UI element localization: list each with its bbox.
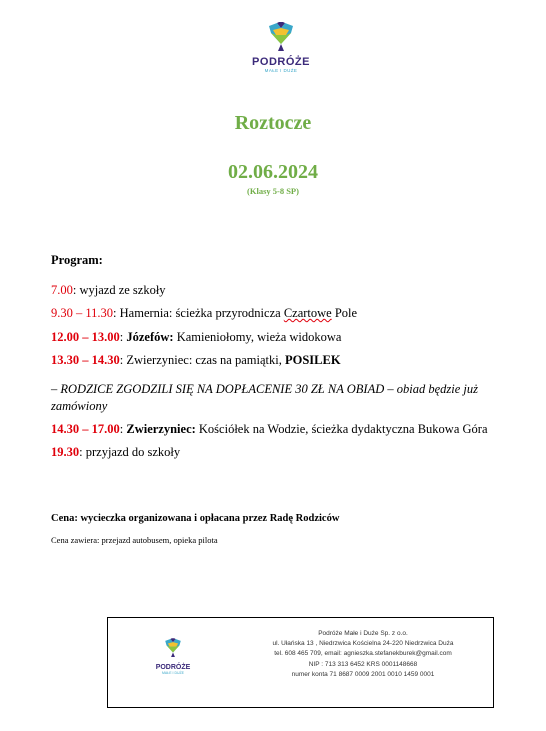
logo-heart-icon xyxy=(264,20,298,54)
price-includes: Cena zawiera: przejazd autobusem, opieka pilota xyxy=(51,535,218,545)
price-info: Cena: wycieczka organizowana i opłacana przez Radę Rodziców xyxy=(51,513,340,524)
company-bank-account: numer konta 71 8687 0009 2001 0010 1459 0001 xyxy=(291,670,435,678)
program-place: Józefów: xyxy=(126,330,174,344)
separator: : xyxy=(79,445,86,459)
program-text: Hamernia: ścieżka przyrodnicza xyxy=(119,306,284,320)
program-item xyxy=(51,306,357,321)
program-item xyxy=(51,330,341,345)
program-item xyxy=(51,422,488,437)
program-time: 19.30 xyxy=(51,445,80,459)
target-classes: (Klasy 5-8 SP) xyxy=(247,186,299,196)
program-item xyxy=(51,353,341,368)
company-registration: NIP : 713 313 6452 KRS 0001148668 xyxy=(308,660,418,668)
company-footer xyxy=(107,617,494,708)
page-title: Roztocze xyxy=(234,112,312,134)
program-text: Kościółek na Wodzie, ścieżka dydaktyczna Bukowa Góra xyxy=(195,422,488,436)
logo-tagline: MAŁE I DUŻE xyxy=(264,68,298,73)
program-text: wyjazd ze szkoły xyxy=(79,283,166,297)
program-place: Zwierzyniec: xyxy=(126,422,196,436)
company-address: ul. Ułańska 13 , Niedrzwica Kościelna 24-220 Niedrzwica Duża xyxy=(272,640,454,648)
program-time: 12.00 – 13.00 xyxy=(51,330,120,344)
footer-logo xyxy=(150,637,196,675)
logo-heart-icon xyxy=(162,637,184,659)
separator: : xyxy=(119,422,127,436)
program-text: Zwierzyniec: czas na pamiątki, xyxy=(126,353,285,367)
program-text: Kamieniołomy, wieża widokowa xyxy=(173,330,342,344)
logo-brand-text: PODRÓŻE xyxy=(252,56,310,68)
company-contact-info xyxy=(248,629,478,680)
program-item xyxy=(51,283,166,298)
company-name: Podróże Małe i Duże Sp. z o.o. xyxy=(318,630,408,637)
trip-date: 02.06.2024 xyxy=(228,161,318,183)
separator: : xyxy=(113,306,120,320)
separator: : xyxy=(72,283,80,297)
program-time: 7.00 xyxy=(51,283,73,297)
program-time: 14.30 – 17.00 xyxy=(51,422,120,436)
footer-logo-tagline: MAŁE I DUŻE xyxy=(162,671,184,675)
company-logo xyxy=(241,20,321,73)
program-text: przyjazd do szkoły xyxy=(85,445,181,459)
program-time: 9.30 – 11.30 xyxy=(51,306,114,320)
program-text: Pole xyxy=(331,306,358,320)
program-text-spellcheck: Czartowe xyxy=(283,306,332,320)
company-contact: tel. 608 465 709, email: agnieszka.stefanekburek@gmail.com xyxy=(274,650,452,658)
separator: : xyxy=(119,330,127,344)
program-heading: Program: xyxy=(51,253,103,267)
program-meal: POSILEK xyxy=(284,353,341,367)
program-item xyxy=(51,445,180,460)
footer-logo-brand: PODRÓŻE xyxy=(155,664,191,671)
lunch-note: – RODZICE ZGODZILI SIĘ NA DOPŁACENIE 30 ZŁ NA OBIAD – obiad będzie już zamówiony xyxy=(51,382,478,413)
program-time: 13.30 – 14.30 xyxy=(51,353,120,367)
separator: : xyxy=(119,353,127,367)
